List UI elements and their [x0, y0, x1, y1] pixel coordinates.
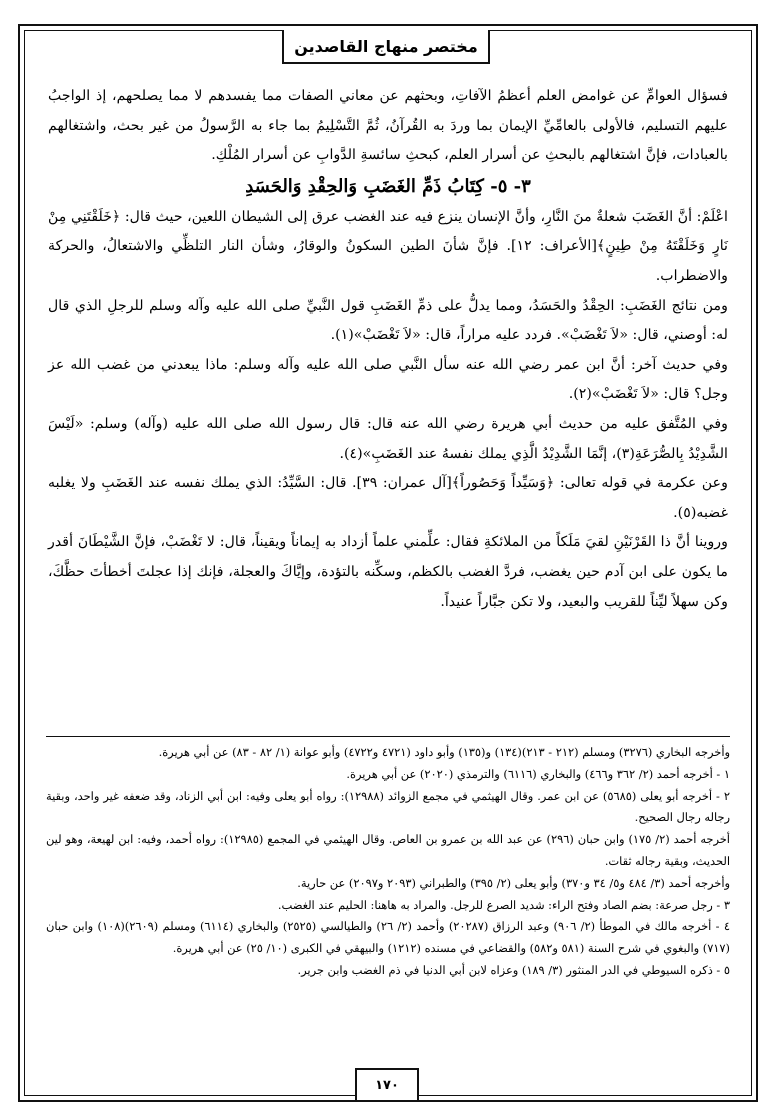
main-text: [48, 82, 728, 617]
paragraph-4: وفي حديث آخر: أنَّ ابن عمر رضي الله عنه سأل النَّبي صلى الله عليه وآله وسلم: ماذا يبعدني من غضب الله عز وجل؟ قال: «لاَ تَغْضَبْ»(٢).: [48, 356, 728, 403]
paragraph-2: اعْلَمْ: أنَّ الغَضَبَ شعلةٌ منَ النَّارِ، وأنَّ الإنسان ينزع فيه عند الغضب عرق إلى الشيطان اللعين، حيث قال: ﴿خَلَقْتَنِي مِنْ نَارٍ وَخَلَقْتَهُ مِنْ طِينٍ﴾[الأعراف: ١٢]. فإنَّ شأنَ الطين السكونُ والوقارُ، وشأن النار التلظِّي والاشتعالُ، والحركة والاضطراب.: [48, 208, 728, 284]
paragraph-5: وفي المُتَّفق عليه من حديث أبي هريرة رضي الله عنه قال: قال رسول الله صلى الله عليه (وآله) وسلم: «لَيْسَ الشَّدِيْدُ بِالصُّرَعَةِ(٣)، إنَّمَا الشَّدِيْدُ الَّذِي يملك نفسهُ عند الغَضَبِ»(٤).: [48, 415, 728, 462]
running-header: مختصر منهاج القاصدين: [282, 30, 490, 64]
page-number: ١٧٠: [355, 1068, 419, 1100]
section-title: ٣- ٥- كِتَابُ ذَمِّ الغَضَبِ وَالحِقْدِ وَالحَسَدِ: [245, 175, 531, 197]
footnote-3: أخرجه أحمد (٢/ ١٧٥) وابن حبان (٢٩٦) عن عبد الله بن عمرو بن العاص. وقال الهيثمي في المجمع (١٢٩٨٥): رواه أحمد، وفيه: ابن لهيعة، وهو لين الحديث، وبقية رجاله ثقات.: [46, 832, 730, 868]
paragraph-6: وعن عكرمة في قوله تعالى: ﴿وَسَيِّداً وَحَصُوراً﴾[آل عمران: ٣٩]. قال: السَّيِّدُ: الذي يملك نفسه عند الغَضَبِ ولا يغلبه غضبه(٥).: [48, 475, 729, 521]
paragraph-3: ومن نتائج الغَضَبِ: الحِقْدُ والحَسَدُ، ومما يدلُّ على ذمِّ الغَضَبِ قول النَّبيِّ صلى الله عليه وآله وسلم للرجلِ الذي قال له: أوصني، قال: «لاَ تَغْضَبْ». فردد عليه مراراً، قال: «لاَ تَغْضَبْ»(١).: [48, 297, 728, 344]
footnote-7: ٥ - ذكره السيوطي في الدر المنثور (٣/ ١٨٩) وعزاه لابن أبي الدنيا في ذم الغضب وابن جرير.: [297, 962, 730, 977]
footnote-5: ٣ - رجل صرعة: بضم الصاد وفتح الراء: شديد الصرع للرجل. والمراد به هاهنا: الحليم عند الغضب.: [277, 897, 730, 912]
footnote-1: ١ - أخرجه أحمد (٢/ ٣٦٢ و٤٦٦) والبخاري (٦١١٦) والترمذي (٢٠٢٠) عن أبي هريرة.: [346, 766, 730, 781]
footnotes: [46, 742, 730, 982]
footnote-6: ٤ - أخرجه مالك في الموطأ (٢/ ٩٠٦) وعبد الرزاق (٢٠٢٨٧) وأحمد (٢/ ٢٦) والطيالسي (٢٥٢٥) والبخاري (٦١١٤) ومسلم (٢٦٠٩)(١٠٨) وابن حبان (٧١٧) والبغوي في شرح السنة (٥٨١ و٥٨٢) والقضاعي في مسنده (١٢١٢) والبيهقي في الكبرى (١٠/ ٢٥) عن أبي هريرة.: [46, 919, 730, 956]
footnote-2: ٢ - أخرجه أبو يعلى (٥٦٨٥) عن ابن عمر. وقال الهيثمي في مجمع الزوائد (١٢٩٨٨): رواه أبو يعلى وفيه: ابن أبي الزناد، وقد ضعفه غير واحد، وبقية رجاله رجال الصحيح.: [46, 788, 731, 825]
paragraph-1: فسؤال العوامِّ عن غوامض العلم أعظمُ الآفاتِ، وبحثهم عن معاني الصفات مما يفسدهم لا مما يصلحهم، إذ الواجبُ عليهم التسليم، فالأولى بالعامِّيِّ الإيمان بما وردَ به القُرآنُ، ثُمَّ التَّسْلِيمُ بما جاء به الرَّسولُ من غير بحث، واشتغالهم بالعبادات، فإنَّ اشتغالهم بالبحثِ عن أسرار العلم، كبحثِ سائسةِ الدَّوابِ عن أسرار المُلْكِ.: [48, 88, 728, 164]
footnote-0: وأخرجه البخاري (٣٢٧٦) ومسلم (٢١٢ - ٢١٣)(١٣٤) و(١٣٥) وأبو داود (٤٧٢١ و٤٧٢٢) وأبو عوانة (١/ ٨٢ - ٨٣) عن أبي هريرة.: [158, 745, 730, 759]
footnote-4: وأخرجه أحمد (٣/ ٤٨٤ و٥/ ٣٤ و٣٧٠) وأبو يعلى (٢/ ٣٩٥) والطبراني (٢٠٩٣ و٢٠٩٧) عن حارية.: [297, 875, 730, 890]
footnote-separator: [46, 736, 730, 737]
paragraph-7: وروينا أنَّ ذا القَرْنَيْنِ لقيَ مَلَكاً من الملائكةِ فقال: علِّمني علماً أزداد به إيماناً ويقيناً، قال: لا تَغْضَبْ، فإنَّ الشَّيْطَانَ أقدر ما يكون على ابن آدم حين يغضب، فردَّ الغضب بالكظم، وسكِّنه بالتؤدة، وإيَّاكَ والعجلة، فإنك إذا عجلتَ أخطأتَ حظَّكَ، وكن سهلاً ليِّناً للقريب والبعيد، ولا تكن جبَّاراً عنيداً.: [48, 534, 728, 610]
